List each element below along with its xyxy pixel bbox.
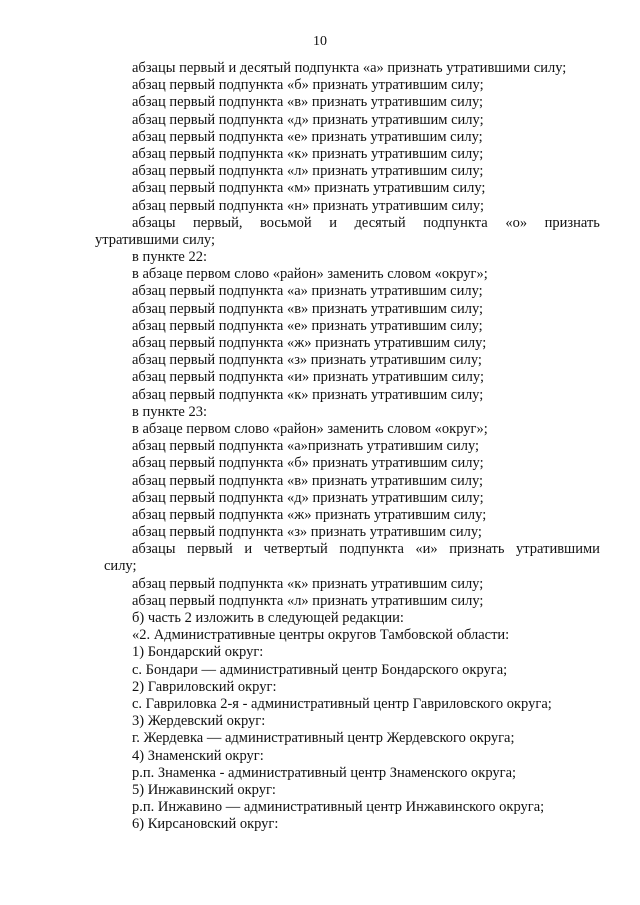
text-line: в абзаце первом слово «район» заменить словом «округ»; — [132, 420, 488, 437]
text-line: абзац первый подпункта «в» признать утратившим силу; — [132, 472, 484, 489]
word: первый, — [193, 214, 243, 231]
text-line: 1) Бондарский округ: — [132, 644, 264, 661]
text-line: в пункте 23: — [132, 403, 208, 420]
text-line: с. Гавриловка 2-я - административный центр Гавриловского округа; — [132, 695, 552, 712]
justified-line — [95, 215, 600, 232]
text-line: 2) Гавриловский округ: — [132, 678, 277, 695]
word: десятый — [354, 214, 406, 231]
text-line: абзац первый подпункта «м» признать утратившим силу; — [132, 180, 486, 197]
text-line: абзац первый подпункта «а»признать утратившим силу; — [132, 438, 480, 455]
text-line: абзац первый подпункта «к» признать утратившим силу; — [132, 386, 484, 403]
word: «и» — [415, 541, 438, 558]
text-line: 4) Знаменский округ: — [132, 747, 264, 764]
text-line: абзацы первый и десятый подпункта «а» признать утратившими силу; — [132, 60, 567, 76]
text-line: 5) Инжавинский округ: — [132, 781, 276, 798]
text-line: 3) Жердевский округ: — [132, 713, 266, 730]
text-line: абзац первый подпункта «л» признать утратившим силу; — [132, 592, 484, 609]
text-line: абзац первый подпункта «к» признать утратившим силу; — [132, 575, 484, 592]
word: подпункта — [339, 541, 404, 558]
text-line: абзац первый подпункта «и» признать утратившим силу; — [132, 369, 484, 386]
text-line: абзац первый подпункта «б» признать утратившим силу; — [132, 455, 484, 472]
text-line: абзац первый подпункта «е» признать утратившим силу; — [132, 317, 483, 334]
word: утратившими — [516, 541, 600, 558]
text-line: г. Жердевка — административный центр Жердевского округа; — [132, 730, 515, 747]
text-line: в абзаце первом слово «район» заменить словом «округ»; — [132, 266, 488, 283]
text-line: абзац первый подпункта «ж» признать утратившим силу; — [132, 335, 487, 351]
text-line: р.п. Инжавино — административный центр Инжавинского округа; — [132, 799, 545, 816]
document-body — [95, 60, 600, 833]
text-line: в пункте 22: — [132, 249, 208, 266]
word: «о» — [505, 214, 528, 231]
word: признать — [544, 214, 600, 231]
text-line: с. Бондари — административный центр Бондарского округа; — [132, 661, 508, 678]
text-line: абзац первый подпункта «в» признать утратившим силу; — [132, 300, 484, 317]
text-line: 6) Кирсановский округ: — [132, 816, 279, 833]
text-line: абзац первый подпункта «ж» признать утратившим силу; — [132, 506, 487, 523]
text-line: абзац первый подпункта «д» признать утратившим силу; — [132, 111, 484, 128]
text-line: абзац первый подпункта «б» признать утратившим силу; — [132, 77, 484, 94]
text-line: утратившими силу; — [95, 231, 216, 248]
word: четвертый — [263, 541, 328, 558]
word: и — [244, 541, 253, 558]
text-line: абзац первый подпункта «н» признать утратившим силу; — [132, 197, 484, 214]
text-line: «2. Административные центры округов Тамбовской области: — [132, 627, 510, 644]
word: восьмой — [260, 214, 312, 231]
word: признать — [449, 541, 505, 558]
word: подпункта — [423, 214, 488, 231]
text-line: абзац первый подпункта «л» признать утратившим силу; — [132, 163, 484, 180]
word: абзацы — [132, 214, 176, 231]
text-line: р.п. Знаменка - административный центр Знаменского округа; — [132, 764, 517, 781]
justified-line — [95, 541, 600, 558]
page-number: 10 — [313, 34, 327, 49]
text-line: абзац первый подпункта «а» признать утратившим силу; — [132, 283, 483, 300]
word: абзацы — [132, 541, 176, 558]
text-line: абзац первый подпункта «з» признать утратившим силу; — [132, 524, 482, 541]
text-line: абзац первый подпункта «з» признать утратившим силу; — [132, 352, 482, 369]
text-line: абзац первый подпункта «в» признать утратившим силу; — [132, 94, 484, 111]
text-line: силу; — [104, 558, 137, 575]
text-line: абзац первый подпункта «е» признать утратившим силу; — [132, 128, 483, 145]
text-line: абзац первый подпункта «к» признать утратившим силу; — [132, 145, 484, 162]
word: и — [329, 214, 337, 231]
text-line: б) часть 2 изложить в следующей редакции: — [132, 610, 404, 626]
text-line: абзац первый подпункта «д» признать утратившим силу; — [132, 489, 484, 506]
word: первый — [187, 541, 233, 558]
